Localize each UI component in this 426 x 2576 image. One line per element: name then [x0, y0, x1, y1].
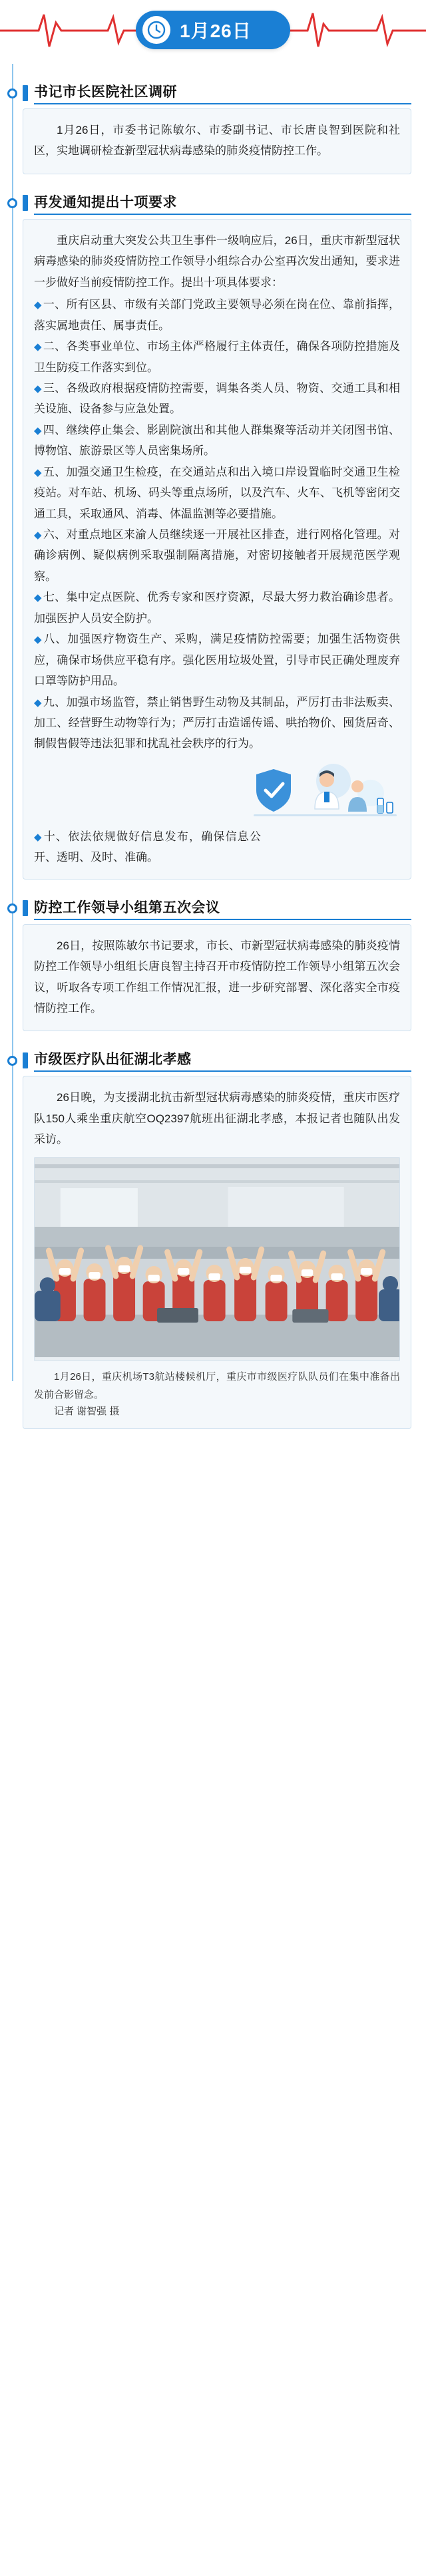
diamond-bullet-icon: ◆	[34, 530, 42, 541]
section-card-mayor-visit	[23, 108, 411, 174]
timeline-node-icon	[7, 198, 17, 208]
diamond-bullet-icon: ◆	[34, 424, 42, 436]
list-item	[34, 420, 400, 462]
medical-illustration	[34, 757, 400, 826]
photo-caption: 1月26日，重庆机场T3航站楼候机厅，重庆市市级医疗队队员们在集中准备出发前合影留念。	[34, 1370, 400, 1400]
section-header-fifth-meeting	[23, 897, 411, 920]
list-item-text: 一、所有区县、市级有关部门党政主要领导必须在岗在位、靠前指挥，落实属地责任、属事责任。	[34, 298, 400, 332]
list-item	[34, 524, 400, 587]
diamond-bullet-icon: ◆	[34, 592, 42, 604]
diamond-bullet-icon: ◆	[34, 831, 43, 843]
list-item-text: 五、加强交通卫生检疫，在交通站点和出入境口岸设置临时交通卫生检疫站。对车站、机场、码头等重点场所，以及汽车、火车、飞机等密闭交通工具，采取通风、消毒、体温监测等必要措施。	[34, 465, 400, 520]
article-body	[0, 81, 426, 1429]
section-accent-bar	[23, 900, 28, 916]
section-card-medical-team	[23, 1076, 411, 1428]
section-header-medical-team	[23, 1048, 411, 1072]
list-item-text: 二、各类事业单位、市场主体严格履行主体责任，确保各项防控措施及卫生防疫工作落实到位。	[34, 340, 400, 374]
list-item	[34, 294, 400, 336]
section-accent-bar	[23, 1052, 28, 1068]
date-badge	[136, 11, 290, 49]
section-title: 再发通知提出十项要求	[34, 192, 411, 215]
list-item	[34, 692, 400, 754]
section-header-mayor-visit	[23, 81, 411, 104]
photo-medical-team-departure	[34, 1157, 400, 1361]
diamond-bullet-icon: ◆	[34, 341, 42, 353]
paragraph: 1月26日，市委书记陈敏尔、市委副书记、市长唐良智到医院和社区，实地调研检查新型冠状病毒感染的肺炎疫情防控工作。	[34, 124, 400, 158]
diamond-bullet-icon: ◆	[34, 299, 42, 311]
list-item-text: 十、依法依规做好信息发布，确保信息公开、透明、及时、准确。	[34, 830, 261, 864]
paragraph: 26日，按照陈敏尔书记要求，市长、市新型冠状病毒感染的肺炎疫情防控工作领导小组组长唐良智主持召开市疫情防控工作领导小组第五次会议，听取各专项工作组工作情况汇报，进一步研究部署、深化落实全市疫情防控工作。	[34, 939, 400, 1015]
section-card-ten-requirements	[23, 219, 411, 880]
page-header	[0, 0, 426, 64]
paragraph: 26日晚，为支援湖北抗击新型冠状病毒感染的肺炎疫情，重庆市医疗队150人乘坐重庆航空OQ2397航班出征湖北孝感，本报记者也随队出发采访。	[34, 1091, 400, 1146]
section-card-fifth-meeting	[23, 924, 411, 1032]
clock-icon	[142, 16, 170, 44]
list-item	[34, 826, 261, 868]
timeline-node-icon	[7, 903, 17, 913]
list-item	[34, 587, 400, 629]
section-accent-bar	[23, 195, 28, 211]
doctor-and-shield-illustration	[234, 757, 400, 826]
list-item-text: 七、集中定点医院、优秀专家和医疗资源，尽最大努力救治确诊患者。加强医护人员安全防护。	[34, 591, 400, 625]
section-header-ten-requirements	[23, 192, 411, 215]
diamond-bullet-icon: ◆	[34, 634, 43, 646]
list-item	[34, 629, 400, 691]
paragraph: 重庆启动重大突发公共卫生事件一级响应后，26日，重庆市新型冠状病毒感染的肺炎疫情防控工作领导小组综合办公室再次发出通知，要求进一步做好当前疫情防控工作。提出十项具体要求：	[34, 234, 400, 289]
list-item	[34, 336, 400, 378]
departure-photo-image	[35, 1158, 399, 1357]
timeline-node-icon	[7, 1056, 17, 1066]
diamond-bullet-icon: ◆	[34, 697, 42, 709]
date-label: 1月26日	[180, 21, 252, 41]
list-item-text: 八、加强医疗物资生产、采购，满足疫情防控需要；加强生活物资供应，确保市场供应平稳有序。强化医用垃圾处置，引导市民正确处理废弃口罩等防护用品。	[34, 633, 400, 688]
list-item-text: 六、对重点地区来渝人员继续逐一开展社区排查，进行网格化管理。对确诊病例、疑似病例采取强制隔离措施，对密切接触者开展规范医学观察。	[34, 528, 400, 583]
list-item-text: 四、继续停止集会、影剧院演出和其他人群集聚等活动并关闭图书馆、博物馆、旅游景区等人员密集场所。	[34, 423, 400, 458]
diamond-bullet-icon: ◆	[34, 466, 42, 478]
timeline-node-icon	[7, 88, 17, 98]
section-title: 防控工作领导小组第五次会议	[34, 897, 411, 920]
list-item	[34, 462, 400, 524]
list-item-text: 九、加强市场监管，禁止销售野生动物及其制品，严厉打击非法贩卖、加工、经营野生动物等行为；严厉打击造谣传谣、哄抬物价、囤货居奇、制假售假等违法犯罪和扰乱社会秩序的行为。	[34, 695, 400, 750]
photo-credit: 记者 谢智强 摄	[54, 1405, 120, 1417]
section-accent-bar	[23, 85, 28, 101]
list-item-text: 三、各级政府根据疫情防控需要，调集各类人员、物资、交通工具和相关设施、设备参与应急处置。	[34, 381, 400, 416]
section-title: 书记市长医院社区调研	[34, 81, 411, 104]
list-item	[34, 378, 400, 420]
diamond-bullet-icon: ◆	[34, 383, 42, 395]
section-title: 市级医疗队出征湖北孝感	[34, 1048, 411, 1072]
